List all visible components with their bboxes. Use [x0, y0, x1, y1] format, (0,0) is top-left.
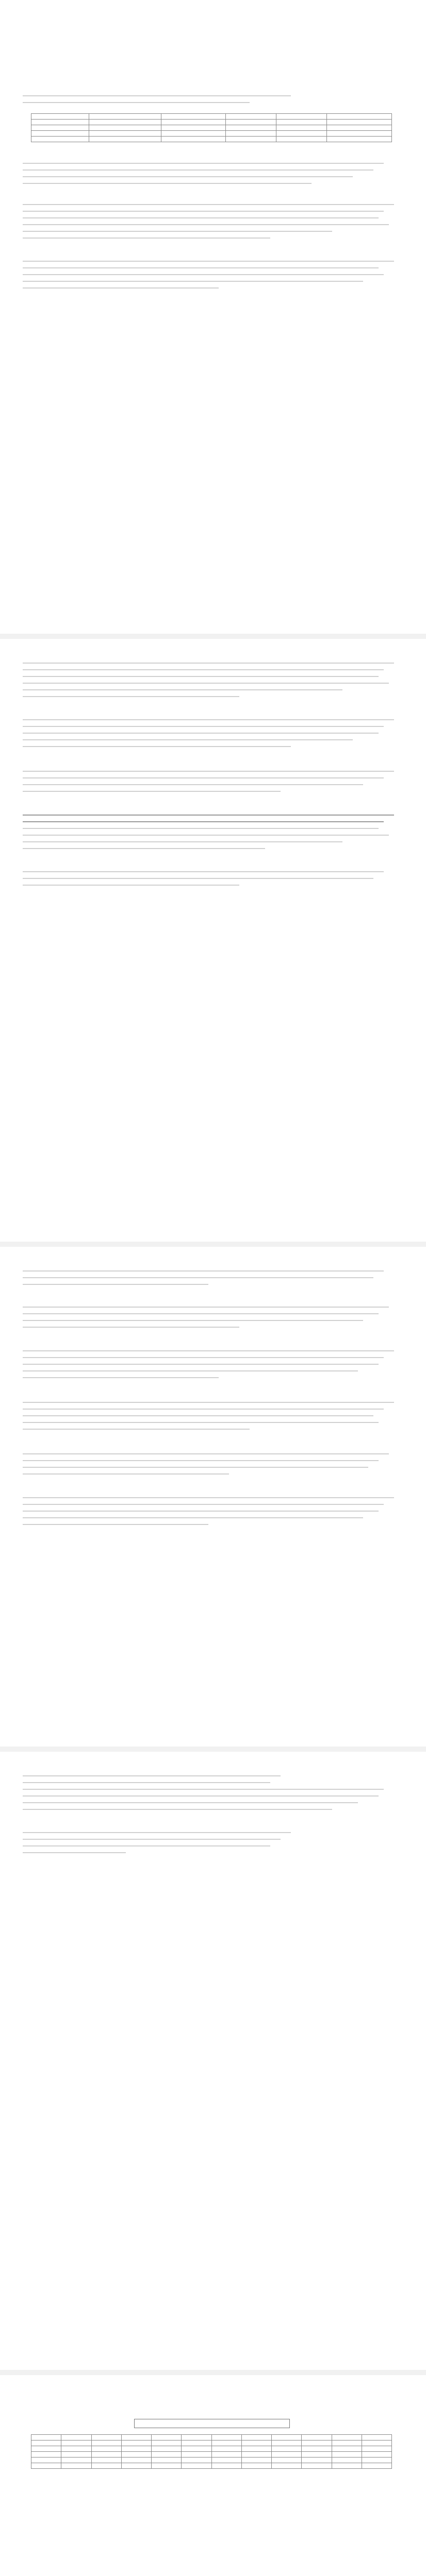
text-line [23, 1832, 291, 1833]
text-line [23, 238, 270, 239]
text-line [23, 231, 332, 232]
text-line [23, 274, 384, 275]
text-line [23, 689, 342, 690]
page-break [0, 1242, 426, 1247]
text-line [23, 1852, 126, 1853]
text-line [23, 1497, 394, 1498]
text-line [23, 1422, 379, 1423]
text-line [23, 777, 384, 778]
text-line [23, 848, 265, 849]
text-line [23, 1429, 250, 1430]
text-line [23, 815, 394, 816]
text-line [23, 726, 384, 727]
text-line [23, 1327, 239, 1328]
page-3 [0, 1247, 426, 1747]
text-line [23, 204, 394, 205]
text-line [23, 719, 394, 720]
text-line [23, 733, 379, 734]
text-line [23, 261, 394, 262]
text-line [23, 1277, 373, 1278]
text-line [23, 1789, 384, 1790]
text-line [23, 835, 389, 836]
text-line [23, 1402, 394, 1403]
text-line [23, 1409, 384, 1410]
text-line [23, 281, 363, 282]
text-line [23, 1313, 379, 1314]
page-break [0, 2370, 426, 2375]
text-line [23, 821, 384, 822]
text-line [23, 1504, 384, 1505]
text-line [23, 669, 384, 670]
page-break [0, 1747, 426, 1752]
text-line [23, 1415, 373, 1416]
text-line [23, 1460, 379, 1461]
text-line [23, 1467, 368, 1468]
text-line [23, 1270, 384, 1272]
text-line [23, 287, 219, 289]
text-line [23, 676, 379, 677]
text-line [23, 1809, 332, 1810]
text-line [23, 1524, 208, 1525]
text-line [23, 1795, 379, 1797]
text-line [23, 217, 379, 218]
text-line [23, 102, 250, 103]
text-line [23, 1845, 270, 1846]
text-line [23, 1802, 358, 1803]
text-line [23, 1364, 379, 1365]
text-line [23, 663, 394, 664]
text-line [23, 871, 384, 872]
page-4 [0, 1752, 426, 2370]
page-2 [0, 639, 426, 1242]
text-line [23, 163, 384, 164]
text-line [23, 1775, 281, 1776]
text-line [23, 1284, 208, 1285]
text-line [23, 739, 353, 740]
text-line [23, 746, 291, 747]
text-line [23, 1357, 384, 1358]
text-line [23, 784, 363, 785]
text-line [23, 1511, 379, 1512]
summary-title [134, 2419, 290, 2428]
text-line [23, 1473, 229, 1475]
text-line [23, 267, 379, 268]
page-1 [0, 21, 426, 634]
text-line [23, 885, 239, 886]
text-line [23, 791, 281, 792]
text-line [23, 1517, 363, 1518]
page-break [0, 634, 426, 639]
contract-table [31, 113, 392, 142]
text-line [23, 1377, 219, 1378]
text-line [23, 1320, 363, 1321]
text-line [23, 1350, 394, 1351]
text-line [23, 224, 389, 225]
text-line [23, 95, 291, 96]
text-line [23, 1782, 270, 1783]
page-5 [0, 2375, 426, 2576]
text-line [23, 841, 342, 842]
text-line [23, 176, 353, 177]
text-line [23, 183, 312, 184]
text-line [23, 1370, 358, 1371]
text-line [23, 771, 394, 772]
text-line [23, 878, 373, 879]
text-line [23, 1839, 281, 1840]
text-line [23, 683, 389, 684]
text-line [23, 211, 384, 212]
text-line [23, 696, 239, 697]
text-line [23, 1307, 389, 1308]
text-line [23, 170, 373, 171]
text-line [23, 1453, 389, 1454]
summary-table [31, 2434, 392, 2469]
text-line [23, 828, 379, 829]
